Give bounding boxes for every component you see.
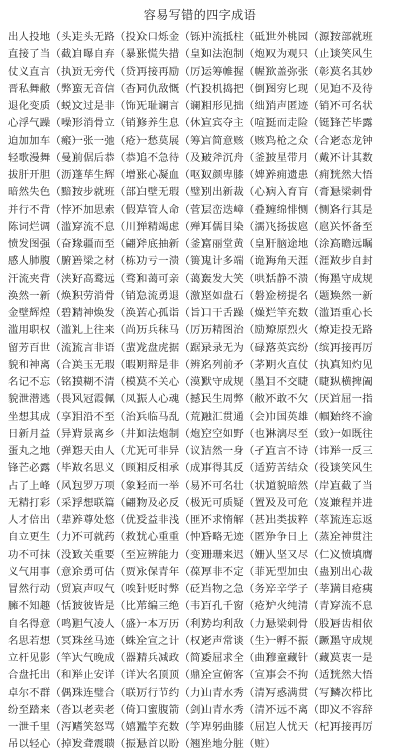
idiom-cell: 按步就班（部）	[72, 186, 147, 199]
idiom-cell: 恍然大悟	[330, 169, 373, 182]
idiom-cell: 势均利敌（力）	[201, 617, 276, 630]
idiom-cell: 一如既往	[330, 427, 373, 440]
table-row	[8, 579, 396, 596]
idiom-cell: 蓬荜生辉（增）	[72, 169, 147, 182]
idiom-cell: 忧心重重（忡）	[137, 531, 212, 544]
table-row	[8, 44, 396, 61]
idiom-cell: 走头无路（投）	[72, 31, 147, 44]
idiom-cell: 不求惰解（甚）	[201, 514, 276, 527]
idiom-cell: 再接再厉	[330, 721, 373, 734]
idiom-cell: 张慌失措（皇）	[137, 48, 212, 61]
idiom-cell: 养尊处悠（优）	[72, 514, 147, 527]
idiom-cell: 故名思义（顾）	[72, 462, 147, 475]
idiom-cell: 直接了当（截）	[8, 48, 83, 61]
idiom-cell: 针贬时弊（砭）	[137, 583, 212, 596]
idiom-cell: 披星带月（戴）	[266, 151, 341, 164]
idiom-cell: 中流抵柱（砥）	[201, 31, 276, 44]
idiom-cell: 好高鹜远（骛）	[72, 272, 147, 285]
idiom-cell: 珠连璧合（联）	[72, 686, 147, 699]
idiom-cell: 兵临马乱（荒）	[137, 410, 212, 423]
idiom-cell: 如法炮制（炮）	[137, 427, 212, 440]
idiom-cell: 图穷匕现（见）	[266, 82, 341, 95]
idiom-cell: 山青水秀（清）	[201, 686, 276, 699]
table-row	[8, 424, 396, 441]
idiom-cell: 巾国英雄（帼）	[266, 410, 341, 423]
idiom-cell: 奴颜卑膝（婢）	[201, 169, 276, 182]
idiom-cell: 退化变质（蜕）	[8, 100, 83, 113]
idiom-cell: 恬静不溃（悔）	[266, 272, 341, 285]
idiom-cell: 文过是非（饰）	[72, 100, 147, 113]
idiom-cell: 自名得意（鸣）	[8, 617, 83, 630]
idiom-cell: 再接再励（厉）	[137, 65, 212, 78]
idiom-cell: 斧底抽新（釜）	[137, 238, 212, 251]
idiom-cell: 心浮气躁（噪）	[8, 117, 83, 130]
idiom-cell: 穿流不息	[330, 600, 373, 613]
idiom-cell: 白壁无瑕（璧）	[137, 186, 212, 199]
idiom-cell: 坐想其成（享）	[8, 410, 83, 423]
idiom-cell: 人坚又尽（仁）	[266, 548, 341, 561]
idiom-cell: 耳儒目染（濡）	[201, 220, 276, 233]
idiom-cell: 流言非语（蜚）	[72, 341, 147, 354]
idiom-cell: 精神焕发（涣）	[72, 307, 147, 320]
idiom-cell: 急流勇退（激）	[137, 289, 212, 302]
idiom-cell: 彼彼皆是（比）	[72, 600, 147, 613]
table-row	[8, 372, 396, 389]
table-row	[8, 717, 396, 734]
idiom-cell: 珠丝马迹（蛛）	[72, 634, 147, 647]
idiom-cell: 善梁之材（栋）	[72, 255, 147, 268]
table-row	[8, 62, 396, 79]
table-row	[8, 734, 396, 751]
idiom-cell: 谈笑风生	[330, 462, 373, 475]
idiom-cell: 投机捣把（倒）	[201, 82, 276, 95]
idiom-cell: 挺而走险（铤）	[266, 117, 341, 130]
idiom-cell: 迫加加车（瘢）	[8, 134, 83, 147]
idiom-cell: 自立更生（力）	[8, 531, 83, 544]
idiom-cell: 首屈一指	[330, 393, 373, 406]
idiom-cell: 兼程并进	[330, 496, 373, 509]
idiom-cell: 愤发图强（奋）	[8, 238, 83, 251]
idiom-cell: 迫不及待	[330, 82, 373, 95]
idiom-cell: 岂人忧天（杞）	[266, 721, 341, 734]
idiom-cell: 轻歌漫舞（曼）	[8, 151, 83, 164]
idiom-cell: 言简意赅（赅）	[201, 134, 276, 147]
idiom-cell: 臃不知趣（恬）	[8, 600, 83, 613]
idiom-cell: 别出新裁（心）	[201, 186, 276, 199]
idiom-cell: 胆气凌人（盛）	[72, 617, 147, 630]
idiom-cell: 浮想联篇（翩）	[72, 496, 147, 509]
idiom-cell: 举一反三	[330, 445, 373, 458]
idiom-cell: 相反相承（成）	[137, 462, 212, 475]
idiom-cell: 草管人命（菅）	[137, 203, 212, 216]
idiom-cell: 按部就班	[330, 31, 373, 44]
table-row	[8, 631, 396, 648]
idiom-cell: 卓尔不群（偶）	[8, 686, 83, 699]
idiom-cell: 炉火纯清（青）	[266, 600, 341, 613]
idiom-cell: 别出心裁	[330, 565, 373, 578]
idiom-cell: 感人肺腹（腑）	[8, 255, 83, 268]
idiom-cell: 海角天涯（涯）	[266, 255, 341, 268]
idiom-cell: 语重心长	[330, 307, 373, 320]
idiom-cell: 悬梁刺骨	[330, 186, 373, 199]
idiom-cell: 燎原烈火（燎）	[266, 324, 341, 337]
idiom-cell: 自曝自弃（暴）	[72, 48, 147, 61]
idiom-cell: 再接再厉	[330, 341, 373, 354]
idiom-cell: 精兵减政（简）	[137, 652, 212, 665]
idiom-cell: 道貌暗然（岸）	[266, 479, 341, 492]
idiom-cell: 和蔼可亲（蔼）	[137, 272, 212, 285]
idiom-cell: 以老卖老（倚）	[72, 703, 147, 716]
idiom-cell: 坐地分脏（赃）	[201, 738, 276, 751]
idiom-cell: 养痈遗患（痈）	[266, 169, 341, 182]
idiom-cell: 墨守成规	[330, 634, 373, 647]
idiom-cell: 轰发大笑（哄）	[201, 272, 276, 285]
idiom-cell: 同仇敌慨（忾）	[137, 82, 212, 95]
idiom-cell: 纷至踏来（沓）	[8, 703, 83, 716]
idiom-cell: 积劳消骨（销）	[72, 289, 147, 302]
idiom-cell: 轻而一举（易）	[137, 479, 212, 492]
table-row	[8, 251, 396, 268]
idiom-cell: 真知灼见	[330, 358, 373, 371]
idiom-cell: 追不急待（及）	[137, 151, 212, 164]
idiom-cell: 墨守成规	[330, 272, 373, 285]
table-row	[8, 182, 396, 199]
idiom-cell: 前倨后恭（恭）	[72, 151, 147, 164]
idiom-cell: 洁然一身（孑）	[201, 445, 276, 458]
page-title: 容易写错的四字成语	[143, 8, 257, 22]
idiom-cell: 辛辛学子（莘）	[266, 583, 341, 596]
idiom-cell: 包罗万项（象）	[72, 479, 147, 492]
idiom-cell: 一张一弛（疮）	[72, 134, 147, 147]
idiom-cell: 默守成规（墨）	[201, 376, 276, 389]
idiom-cell: 病入育肓（膏）	[266, 186, 341, 199]
idiom-cell: 哀声叹气（唉）	[72, 583, 147, 596]
idiom-cell: 恍然大悟	[330, 669, 373, 682]
idiom-cell: 金壁辉煌（碧）	[8, 307, 83, 320]
idiom-cell: 及及可危（岌）	[266, 496, 341, 509]
idiom-cell: 故步自封	[330, 255, 373, 268]
idiom-cell: 振人心魂（撼）	[137, 393, 212, 406]
idiom-cell: 义气用事（意）	[8, 565, 83, 578]
idiom-cell: 谈笑风生	[330, 48, 373, 61]
idiom-cell: 直言不诗（讳）	[266, 445, 341, 458]
idiom-cell: 苇编三绝（韦）	[137, 600, 212, 613]
idiom-cell: 金榜提名（题）	[266, 289, 341, 302]
idiom-cell: 直截了当	[330, 479, 373, 492]
idiom-cell: 空空如野（也）	[201, 427, 276, 440]
idiom-cell: 厚非不定（菲）	[201, 565, 276, 578]
idiom-cell: 物及必反（极）	[137, 496, 212, 509]
idiom-cell: 苦心孤诣（旨）	[137, 307, 212, 320]
idiom-cell: 历兵秣马（厉）	[137, 324, 212, 337]
idiom-cell: 全宣之计（权）	[137, 634, 212, 647]
idiom-cell: 满目疮痍	[330, 583, 373, 596]
idiom-cell: 全神贯注	[330, 531, 373, 544]
idiom-cell: 蛮无音信（杳）	[72, 82, 147, 95]
table-row	[8, 286, 396, 303]
idiom-cell: 风冠霞佩（凤）	[72, 393, 147, 406]
table-row	[8, 27, 396, 44]
table-row	[8, 596, 396, 613]
idiom-cell: 貌和神离（合）	[8, 358, 83, 371]
idiom-cell: 始终不渝	[330, 410, 373, 423]
idiom-cell: 委屈求全（曲）	[201, 652, 276, 665]
idiom-cell: 功不可抹（没）	[8, 548, 83, 561]
idiom-cell: 功亏一溃（篑）	[137, 255, 212, 268]
table-row	[8, 234, 396, 251]
table-row	[8, 476, 396, 493]
idiom-cell: 鸟枪之众（合）	[266, 134, 341, 147]
idiom-cell: 如法泡制（炮）	[201, 48, 276, 61]
idiom-cell: 不加思索（假）	[72, 203, 147, 216]
table-row	[8, 355, 396, 372]
idiom-cell: 貌泄潜逃（畏）	[8, 393, 83, 406]
idiom-cell: 劳苦结众（役）	[266, 462, 341, 475]
idiom-cell: 名思若想（冥）	[8, 634, 83, 647]
idiom-cell: 鳞次栉比	[330, 686, 373, 699]
idiom-cell: 运筹帷握（幄）	[201, 65, 276, 78]
idiom-cell: 形消骨立（销）	[72, 117, 147, 130]
idiom-cell: 昏略无迹（匿）	[201, 531, 276, 544]
table-row	[8, 131, 396, 148]
idiom-cell: 美玉无瑕（暇）	[72, 358, 147, 371]
table-row	[8, 510, 396, 527]
table-row	[8, 165, 396, 182]
idiom-cell: 举止安详（详）	[72, 669, 147, 682]
idiom-cell: 叹为观只（止）	[266, 48, 341, 61]
idiom-cell: 一孵不振（蹶）	[266, 634, 341, 647]
idiom-cell: 吊以轻心（掉）	[8, 738, 83, 751]
table-row	[8, 665, 396, 682]
idiom-cell: 纵横捭阖	[330, 376, 373, 389]
idiom-cell: 众口烁金（铄）	[137, 31, 212, 44]
table-row	[8, 96, 396, 113]
idiom-cell: 日新月益（异）	[8, 427, 83, 440]
idiom-cell: 不可就药（救）	[72, 531, 147, 544]
idiom-cell: 鬼计多端（诡）	[201, 255, 276, 268]
idiom-cell: 消声匿迹（销）	[266, 100, 341, 113]
idiom-cell: 一本万历（利）	[137, 617, 212, 630]
idiom-cell: 富丽堂黄（皇）	[201, 238, 276, 251]
idiom-cell: 层峦迭嶂（叠）	[201, 203, 276, 216]
idiom-cell: 世外桃园（源）	[266, 31, 341, 44]
idiom-cell: 莫名其妙	[330, 65, 373, 78]
idiom-cell: 怨天由人（尤）	[72, 445, 147, 458]
idiom-cell: 滥用职权（滥）	[8, 324, 83, 337]
idiom-cell: 老态龙钟	[330, 134, 373, 147]
idiom-cell: 贡无旁代（贷）	[72, 65, 147, 78]
idiom-cell: 莫不关心（漠）	[137, 376, 212, 389]
idiom-cell: 落英宾纷（缤）	[266, 341, 341, 354]
idiom-cell: 大名顶顶（鼎）	[137, 669, 212, 682]
idiom-cell: 立杆见影（竿）	[8, 652, 83, 665]
idiom-cell: 摸糊不清（模）	[72, 376, 147, 389]
idiom-cell: 飞扬拔扈（扈）	[266, 220, 341, 233]
table-row	[8, 303, 396, 320]
idiom-cell: 不远不离（即）	[266, 703, 341, 716]
idiom-cell: 口蜜腹箭（剑）	[137, 703, 212, 716]
idiom-cell: 淋漓尽至（致）	[266, 427, 341, 440]
idiom-cell: 事会不拘（适）	[266, 669, 341, 682]
idiom-cell: 无精打彩（采）	[8, 496, 83, 509]
table-row	[8, 200, 396, 217]
idiom-cell: 缘疆而至（翩）	[72, 238, 147, 251]
idiom-cell: 悬首以盼（翘）	[137, 738, 212, 751]
idiom-cell: 陈词烂调（滥）	[8, 220, 83, 233]
idiom-cell: 高瞻远瞩	[330, 238, 373, 251]
idiom-cell: 暗然失色（黯）	[8, 186, 83, 199]
idiom-cell: 肝脑途地（涂）	[266, 238, 341, 251]
table-row	[8, 493, 396, 510]
idiom-cell: 发聋震聩（振）	[72, 738, 147, 751]
idiom-cell: 背景离乡（井）	[72, 427, 147, 440]
idiom-cell: 泪沿不至（治）	[72, 410, 147, 423]
table-row	[8, 148, 396, 165]
idiom-cell: 濫竽充数（竽）	[137, 721, 212, 734]
table-row	[8, 441, 396, 458]
table-row	[8, 79, 396, 96]
idiom-cell: 一愁莫展（筹）	[137, 134, 212, 147]
idiom-cell: 当物之急（务）	[201, 583, 276, 596]
table-row	[8, 700, 396, 717]
table-row	[8, 320, 396, 337]
idiom-cell: 张心凝血（呕）	[137, 169, 212, 182]
idiom-cell: 无耻谰言（谰）	[137, 100, 212, 113]
idiom-cell: 不可名壮（状）	[201, 479, 276, 492]
idiom-cell: 融汇贯通（会）	[201, 410, 276, 423]
idiom-cell: 不计其数	[330, 151, 373, 164]
idiom-cell: 老声常谈（生）	[201, 634, 276, 647]
idiom-cell: 义不容辞	[330, 703, 373, 716]
idiom-cell: 民生周弊（敝）	[201, 393, 276, 406]
idiom-cell: 留芳百世（流）	[8, 341, 83, 354]
idiom-cell: 目不交睫（睫）	[266, 376, 341, 389]
table-row	[8, 113, 396, 130]
idiom-cell: 厉行节约（力）	[137, 686, 212, 699]
idiom-cell: 修养生息（休）	[137, 117, 212, 130]
idiom-cell: 口干舌躁（燥）	[201, 307, 276, 320]
idiom-cell: 仗义直言（执）	[8, 65, 83, 78]
idiom-cell: 欲盖弥张（彰）	[266, 65, 341, 78]
idiom-cell: 锋芒必露（毕）	[8, 462, 83, 475]
idiom-cell: 蛋丸之地（弹）	[8, 445, 83, 458]
idiom-cell: 并行不背（悖）	[8, 203, 83, 216]
idiom-cell: 致关重要（至）	[72, 548, 147, 561]
table-row	[8, 407, 396, 424]
idiom-cell: 唇齿相依	[330, 617, 373, 630]
idiom-table	[8, 27, 396, 752]
idiom-cell: 穆童藏针（藏）	[266, 652, 341, 665]
idiom-cell: 流连忘返	[330, 514, 373, 527]
idiom-cell: 涣然一新（焕）	[8, 289, 83, 302]
idiom-cell: 争争日上（蒸）	[266, 531, 341, 544]
idiom-cell: 明辩是非（辨）	[137, 358, 212, 371]
table-row	[8, 527, 396, 544]
idiom-cell: 宣宾夺主（喧）	[201, 117, 276, 130]
table-row	[8, 389, 396, 406]
idiom-cell: 礼上往来（尚）	[72, 324, 147, 337]
table-row	[8, 269, 396, 286]
idiom-cell: 相形见拙（绌）	[201, 100, 276, 113]
idiom-cell: 破斧沉舟（釜）	[201, 151, 276, 164]
idiom-cell: 出类拔粹（萃）	[266, 514, 341, 527]
table-row	[8, 217, 396, 234]
idiom-cell: 穿流不息（川）	[72, 220, 147, 233]
idiom-cell: 不可名状	[330, 100, 373, 113]
idiom-cell: 一泄千里（泻）	[8, 721, 83, 734]
idiom-cell: 人才倍出（辈）	[8, 514, 83, 527]
idiom-cell: 莫衷一是	[330, 652, 373, 665]
table-row	[8, 458, 396, 475]
idiom-cell: 合盘托出（和）	[8, 669, 83, 682]
idiom-cell: 晋私舞敝（弊）	[8, 82, 83, 95]
table-row	[8, 648, 396, 665]
idiom-cell: 惮精竭虑（殚）	[137, 220, 212, 233]
idiom-cell: 关怀备至	[330, 220, 373, 233]
idiom-cell: 珊珊来迟（姗）	[201, 548, 276, 561]
idiom-cell: 嗜笑怒骂（嬉）	[72, 721, 147, 734]
idiom-cell: 无型加虫（蛊）	[266, 565, 341, 578]
idiom-cell: 山青水秀（清）	[201, 703, 276, 716]
idiom-cell: 写惑满贯（写）	[266, 686, 341, 699]
idiom-cell: 录录无为（碌）	[201, 341, 276, 354]
idiom-cell: 无可质疑（置）	[201, 496, 276, 509]
idiom-cell: 大气晚成（器）	[72, 652, 147, 665]
idiom-cell: 历精图治（励）	[201, 324, 276, 337]
table-row	[8, 562, 396, 579]
idiom-cell: 走投无路	[330, 324, 373, 337]
idiom-cell: 不敢不欠（厌）	[266, 393, 341, 406]
idiom-cell: 余勇可估（贾）	[72, 565, 147, 578]
idiom-cell: 明火直仗（执）	[266, 358, 341, 371]
idiom-cell: 占了上峰（风）	[8, 479, 83, 492]
idiom-cell: 拔肝开胆（沥）	[8, 169, 83, 182]
idiom-cell: 无可非异（议）	[137, 445, 212, 458]
idiom-cell: 全宣俯客（宣）	[201, 669, 276, 682]
idiom-cell: 名记不忘（铭）	[8, 376, 83, 389]
idiom-cell: 冒然行动（贸）	[8, 583, 83, 596]
table-row	[8, 545, 396, 562]
idiom-cell: 焕然一新	[330, 289, 373, 302]
table-row	[8, 338, 396, 355]
idiom-cell: 事得其反（适）	[201, 462, 276, 475]
idiom-cell: 永保青年（葆）	[137, 565, 212, 578]
idiom-cell: 龙盘虎据（踞）	[137, 341, 212, 354]
idiom-cell: 坚如盘石（磐）	[201, 289, 276, 302]
table-row	[8, 683, 396, 700]
idiom-cell: 名列前矛（茅）	[201, 358, 276, 371]
idiom-cell: 烂竿充数（滥）	[266, 307, 341, 320]
idiom-cell: 各行其是	[330, 203, 373, 216]
idiom-cell: 百孔千窗（疮）	[201, 600, 276, 613]
idiom-cell: 义愤填膺	[330, 548, 373, 561]
idiom-cell: 应辨能力（变）	[137, 548, 212, 561]
idiom-cell: 悬梁刺骨（股）	[266, 617, 341, 630]
idiom-cell: 受益非浅（匪）	[137, 514, 212, 527]
idiom-cell: 卑躬曲膝（屈）	[201, 721, 276, 734]
idiom-cell: 出人投地（头）	[8, 31, 83, 44]
table-row	[8, 614, 396, 631]
idiom-cell: 汗流夹背（浃）	[8, 272, 83, 285]
idiom-cell: 锋芒毕露	[330, 117, 373, 130]
idiom-cell: 缠绵悱恻（恻）	[266, 203, 341, 216]
